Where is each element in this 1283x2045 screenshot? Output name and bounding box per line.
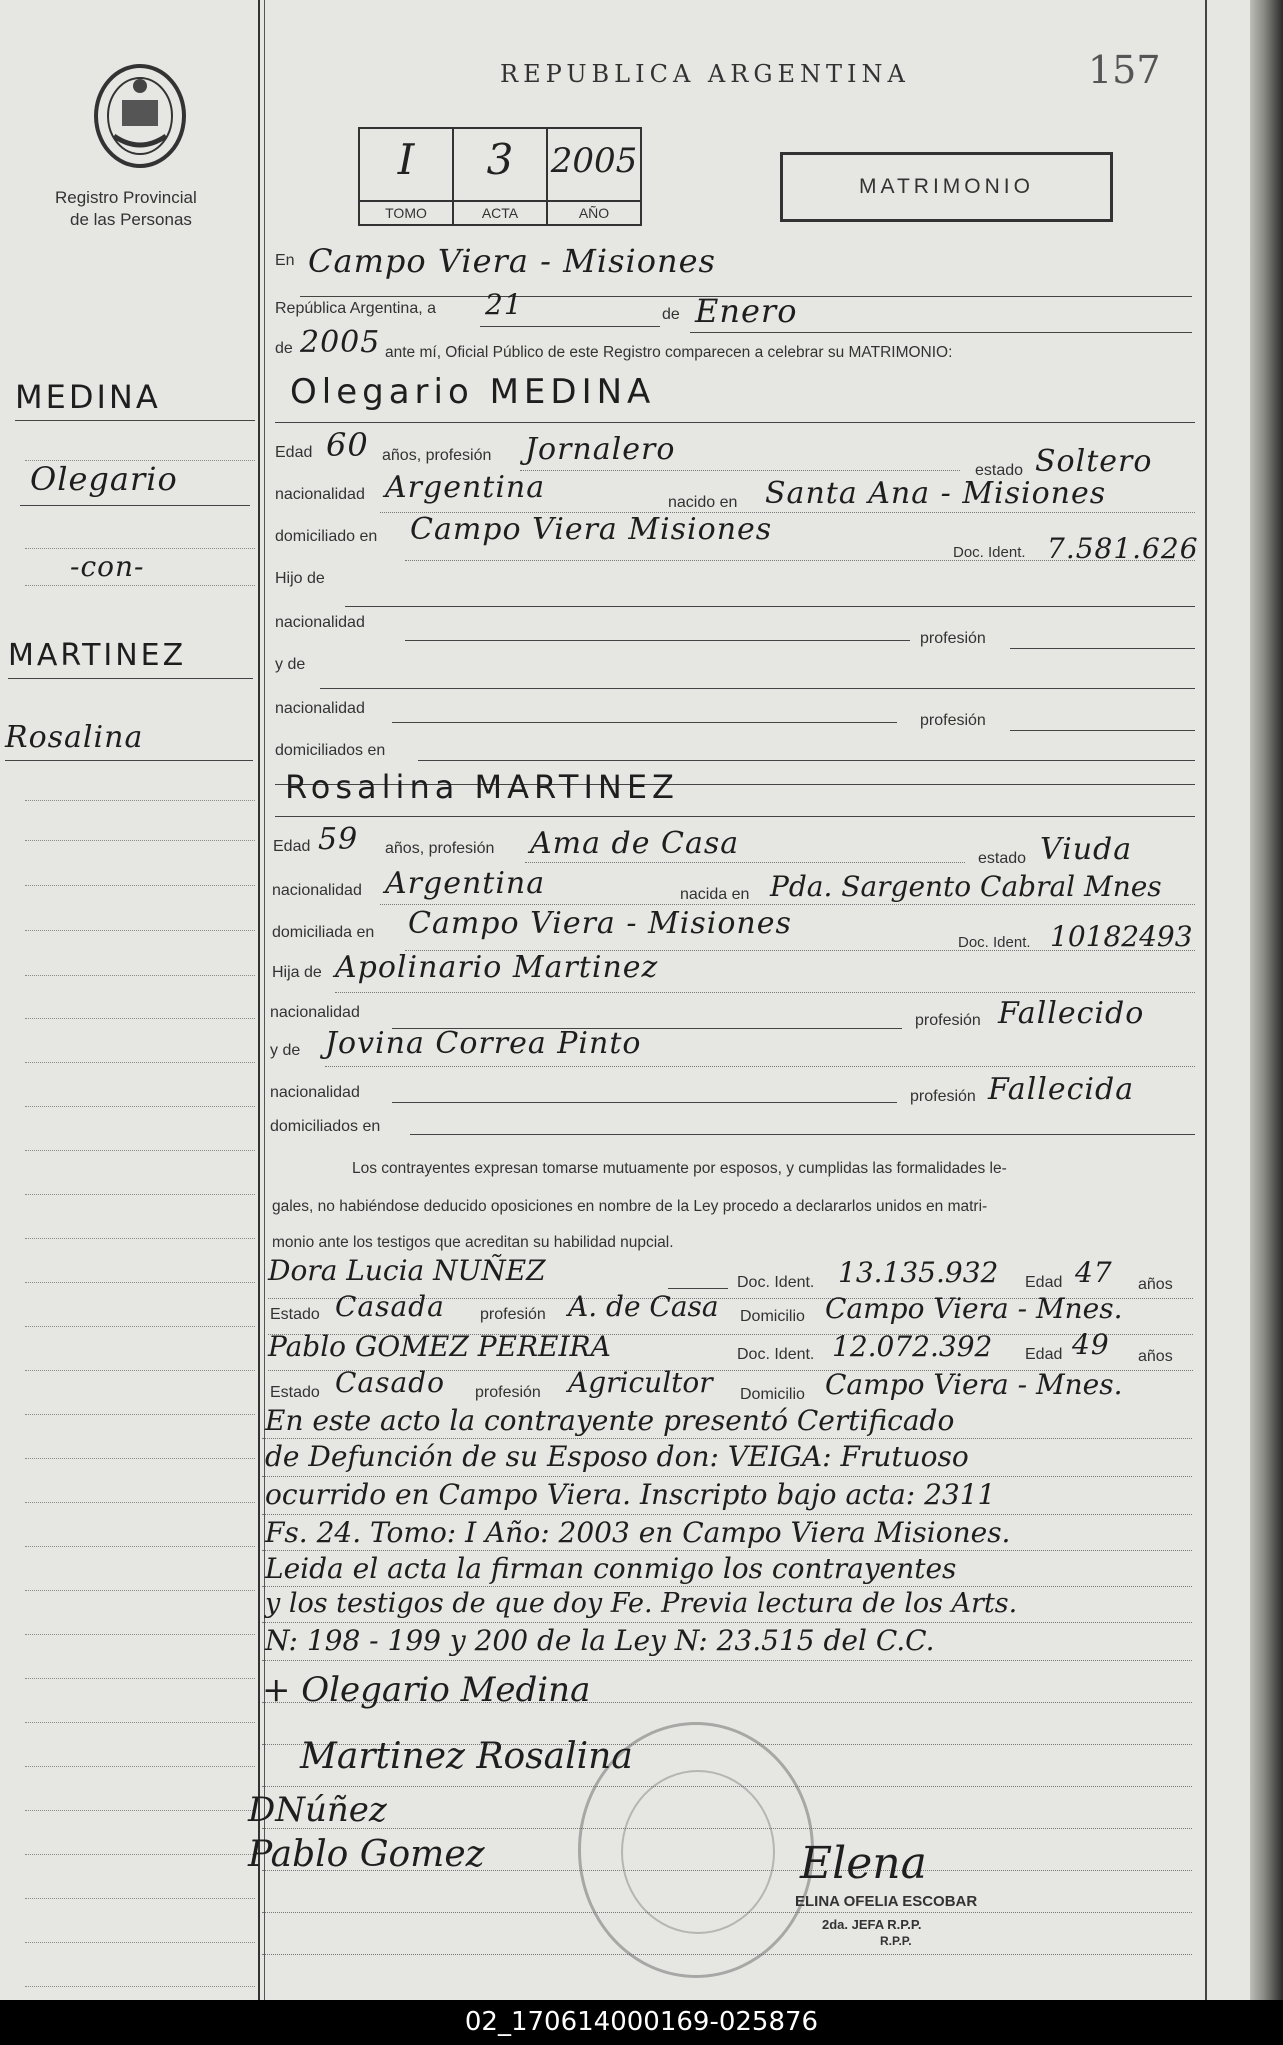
- ruled-line: [262, 1660, 1192, 1661]
- margin-rule: [20, 505, 250, 506]
- bride-father: Apolinario Martinez: [335, 950, 659, 985]
- line: [392, 722, 897, 723]
- groom-profession: Jornalero: [525, 432, 676, 467]
- margin-rule: [8, 678, 253, 679]
- bride-age: 59: [318, 822, 359, 857]
- witness1-profession: A. de Casa: [568, 1290, 719, 1323]
- line: [520, 470, 960, 471]
- margin-ruled-line: [25, 1502, 255, 1503]
- note-line2: de Defunción de su Esposo don: VEIGA: Frutuoso: [265, 1440, 969, 1473]
- margin-ruled-line: [25, 1546, 255, 1547]
- de-year-label: de: [275, 340, 293, 357]
- ruled-line: [262, 1514, 1192, 1515]
- groom-nat3-label: nacionalidad: [275, 700, 365, 717]
- witness2-domicile: Campo Viera - Mnes.: [825, 1368, 1123, 1401]
- groom-doc-label: Doc. Ident.: [953, 544, 1026, 561]
- official-unit: R.P.P.: [880, 1934, 912, 1948]
- witness1-estado-label: Estado: [270, 1306, 320, 1323]
- groom-hijo-label: Hijo de: [275, 570, 325, 587]
- bride-estado: Viuda: [1040, 832, 1133, 867]
- declaration-line3: monio ante los testigos que acreditan su habilidad nupcial.: [272, 1234, 674, 1251]
- margin-ruled-line: [25, 975, 255, 976]
- de-label: de: [662, 306, 680, 323]
- line: [1010, 648, 1195, 649]
- intro-statement: ante mí, Oficial Público de este Registro comparecen a celebrar su MATRIMONIO:: [385, 344, 953, 361]
- declaration-line2: gales, no habiéndose deducido oposiciones en nombre de la Ley procedo a declararlos unidos en matri-: [272, 1198, 988, 1215]
- line: [690, 332, 1192, 333]
- line: [275, 422, 1195, 423]
- margin-divider: [258, 0, 260, 2000]
- witness2-dom-label: Domicilio: [740, 1386, 805, 1403]
- margin-ruled-line: [25, 1942, 255, 1943]
- bride-dom-label: domiciliada en: [272, 924, 375, 941]
- bride-domicile: Campo Viera - Misiones: [408, 906, 792, 941]
- witness1-prof-label: profesión: [480, 1306, 546, 1323]
- margin-ruled-line: [25, 1106, 255, 1107]
- bride-estado-label: estado: [978, 850, 1027, 867]
- anio-cell: [548, 129, 640, 224]
- bride-yde-label: y de: [270, 1042, 301, 1059]
- margin-ruled-line: [25, 1018, 255, 1019]
- line: [335, 992, 1195, 993]
- bride-profession: Ama de Casa: [530, 826, 740, 861]
- witness2-estado: Casado: [335, 1366, 445, 1399]
- margin-connector: -con-: [70, 550, 145, 583]
- signature-witness1: DNúñez: [248, 1790, 387, 1830]
- margin-ruled-line: [25, 1062, 255, 1063]
- margin-ruled-line: [25, 1766, 255, 1767]
- groom-name: Olegario MEDINA: [290, 372, 656, 412]
- bride-prof2-label: profesión: [915, 1012, 981, 1029]
- margin-ruled-line: [25, 1238, 255, 1239]
- year-value: 2005: [300, 325, 381, 360]
- groom-birthplace: Santa Ana - Misiones: [765, 476, 1107, 511]
- ruled-line: [262, 1586, 1192, 1587]
- margin-ruled-line: [25, 930, 255, 931]
- groom-prof3-label: profesión: [920, 712, 986, 729]
- bride-domics-label: domiciliados en: [270, 1118, 381, 1135]
- line: [418, 760, 1195, 761]
- margin-ruled-line: [25, 1326, 255, 1327]
- line: [325, 1066, 1195, 1067]
- margin-ruled-line: [25, 1590, 255, 1591]
- registration-box: [358, 127, 642, 226]
- groom-estado: Soltero: [1035, 444, 1153, 479]
- groom-yde-label: y de: [275, 656, 306, 673]
- bride-doc: 10182493: [1050, 920, 1193, 953]
- declaration-line1: Los contrayentes expresan tomarse mutuamente por esposos, y cumplidas las formalidades le-: [352, 1160, 1007, 1177]
- ruled-line: [262, 1476, 1192, 1477]
- margin-rule: [15, 420, 255, 421]
- acta-value: 3: [486, 135, 514, 184]
- bride-father-prof: Fallecido: [998, 996, 1145, 1031]
- day-value: 21: [485, 288, 523, 321]
- groom-doc: 7.581.626: [1047, 532, 1199, 565]
- witness2-age: 49: [1072, 1328, 1110, 1361]
- ruled-line: [262, 1550, 1192, 1551]
- line: [392, 1102, 897, 1103]
- signature-witness2: Pablo Gomez: [248, 1834, 485, 1875]
- margin-surname-groom: MEDINA: [15, 378, 161, 416]
- seal-inner-ring: [621, 1770, 775, 1934]
- margin-ruled-line: [25, 1898, 255, 1899]
- note-line6: y los testigos de que doy Fe. Previa lectura de los Arts.: [265, 1588, 1018, 1619]
- bride-doc-label: Doc. Ident.: [958, 934, 1031, 951]
- margin-ruled-line: [25, 1810, 255, 1811]
- margin-ruled-line: [25, 1414, 255, 1415]
- groom-domicile: Campo Viera Misiones: [410, 512, 773, 547]
- margin-rule: [5, 760, 253, 761]
- margin-ruled-line: [25, 548, 255, 549]
- margin-given-groom: Olegario: [30, 460, 178, 498]
- line: [1010, 730, 1195, 731]
- bride-hija-label: Hija de: [272, 964, 322, 981]
- witness2-estado-label: Estado: [270, 1384, 320, 1401]
- month-value: Enero: [695, 292, 798, 330]
- ruled-line: [262, 1622, 1192, 1623]
- groom-estado-label: estado: [975, 462, 1024, 479]
- margin-surname-bride: MARTINEZ: [8, 638, 187, 673]
- margin-ruled-line: [25, 1986, 255, 1987]
- witness2-edad-label: Edad: [1025, 1346, 1063, 1363]
- bride-birthplace: Pda. Sargento Cabral Mnes: [770, 870, 1162, 903]
- witness1-doc: 13.135.932: [838, 1256, 999, 1289]
- bride-born-label: nacida en: [680, 886, 750, 903]
- margin-ruled-line: [25, 460, 255, 461]
- margin-ruled-line: [25, 885, 255, 886]
- bride-profession-label: años, profesión: [385, 840, 495, 857]
- line: [480, 326, 660, 327]
- note-line1: En este acto la contrayente presentó Certificado: [265, 1404, 955, 1437]
- registry-name-line1: Registro Provincial: [55, 188, 197, 207]
- tomo-cell: [360, 129, 454, 224]
- margin-ruled-line: [25, 1854, 255, 1855]
- folio-number: 157: [1088, 48, 1161, 92]
- bride-nat-label: nacionalidad: [272, 882, 362, 899]
- line: [320, 688, 1195, 689]
- acta-cell: [454, 129, 548, 224]
- witness2-prof-label: profesión: [475, 1384, 541, 1401]
- record-type-box: MATRIMONIO: [780, 152, 1113, 222]
- groom-prof2-label: profesión: [920, 630, 986, 647]
- witness2-anos-label: años: [1138, 1348, 1173, 1365]
- note-line3: ocurrido en Campo Viera. Inscripto bajo acta: 2311: [265, 1478, 996, 1511]
- witness2-doc: 12.072.392: [832, 1330, 993, 1363]
- anio-value: 2005: [550, 141, 638, 181]
- bride-mother: Jovina Correa Pinto: [325, 1026, 642, 1061]
- witness1-anos-label: años: [1138, 1276, 1173, 1293]
- line: [525, 862, 965, 863]
- line: [345, 606, 1195, 607]
- witness2-doc-label: Doc. Ident.: [737, 1346, 815, 1363]
- right-border: [1205, 0, 1207, 2000]
- book-binding-edge: [1250, 0, 1283, 2000]
- margin-ruled-line: [25, 1282, 255, 1283]
- en-label: En: [275, 252, 295, 269]
- groom-born-label: nacido en: [668, 494, 738, 511]
- note-line4: Fs. 24. Tomo: I Año: 2003 en Campo Viera Misiones.: [265, 1516, 1011, 1549]
- margin-ruled-line: [25, 840, 255, 841]
- margin-ruled-line: [25, 585, 255, 586]
- signature-official: Elena: [800, 1838, 927, 1889]
- line: [275, 816, 1195, 817]
- bride-name: Rosalina MARTINEZ: [285, 768, 679, 806]
- groom-nationality: Argentina: [385, 470, 546, 505]
- margin-ruled-line: [25, 1194, 255, 1195]
- groom-nat-label: nacionalidad: [275, 486, 365, 503]
- witness2-name: Pablo GOMEZ PEREIRA: [268, 1330, 611, 1363]
- republic-label: República Argentina, a: [275, 300, 436, 317]
- groom-age: 60: [326, 426, 369, 464]
- misiones-coat-of-arms-icon: [92, 62, 188, 170]
- acta-label: ACTA: [454, 200, 546, 224]
- groom-nat2-label: nacionalidad: [275, 614, 365, 631]
- margin-ruled-line: [25, 800, 255, 801]
- line: [405, 640, 910, 641]
- ruled-line: [262, 1438, 1192, 1439]
- tomo-value: I: [397, 135, 415, 184]
- official-title: 2da. JEFA R.P.P.: [822, 1917, 922, 1932]
- margin-ruled-line: [25, 1150, 255, 1151]
- witness2-profession: Agricultor: [568, 1366, 713, 1399]
- official-name: ELINA OFELIA ESCOBAR: [795, 1893, 978, 1910]
- witness1-doc-label: Doc. Ident.: [737, 1274, 815, 1291]
- margin-ruled-line: [25, 1370, 255, 1371]
- groom-domics-label: domiciliados en: [275, 742, 386, 759]
- country-title: REPUBLICA ARGENTINA: [500, 60, 910, 88]
- registry-name-line2: de las Personas: [70, 210, 192, 229]
- signature-bride: Martinez Rosalina: [300, 1736, 633, 1777]
- image-id-footer: 02_170614000169-025876: [0, 2000, 1283, 2045]
- margin-given-bride: Rosalina: [5, 720, 144, 755]
- bride-nat3-label: nacionalidad: [270, 1084, 360, 1101]
- witness1-name: Dora Lucia NUÑEZ: [268, 1254, 546, 1287]
- bride-nat2-label: nacionalidad: [270, 1004, 360, 1021]
- line: [410, 1134, 1195, 1135]
- line: [405, 560, 1195, 561]
- bride-mother-prof: Fallecida: [988, 1072, 1135, 1107]
- tomo-label: TOMO: [360, 200, 452, 224]
- signature-groom: + Olegario Medina: [262, 1670, 591, 1710]
- bride-nationality: Argentina: [385, 866, 546, 901]
- anio-label: AÑO: [548, 200, 640, 224]
- place-value: Campo Viera - Misiones: [308, 242, 716, 280]
- line: [380, 904, 1195, 905]
- margin-ruled-line: [25, 1634, 255, 1635]
- groom-dom-label: domiciliado en: [275, 528, 378, 545]
- bride-prof3-label: profesión: [910, 1088, 976, 1105]
- note-line7: N: 198 - 199 y 200 de la Ley N: 23.515 del C.C.: [265, 1624, 935, 1657]
- note-line5: Leida el acta la firman conmigo los contrayentes: [265, 1552, 957, 1585]
- margin-ruled-line: [25, 1458, 255, 1459]
- witness1-age: 47: [1075, 1256, 1113, 1289]
- groom-profession-label: años, profesión: [382, 447, 492, 464]
- line: [668, 1288, 728, 1289]
- bride-edad-label: Edad: [273, 838, 311, 855]
- margin-ruled-line: [25, 1678, 255, 1679]
- witness1-dom-label: Domicilio: [740, 1308, 805, 1325]
- margin-ruled-line: [25, 1722, 255, 1723]
- witness1-domicile: Campo Viera - Mnes.: [825, 1292, 1123, 1325]
- witness1-estado: Casada: [335, 1290, 445, 1323]
- witness1-edad-label: Edad: [1025, 1274, 1063, 1291]
- groom-edad-label: Edad: [275, 444, 313, 461]
